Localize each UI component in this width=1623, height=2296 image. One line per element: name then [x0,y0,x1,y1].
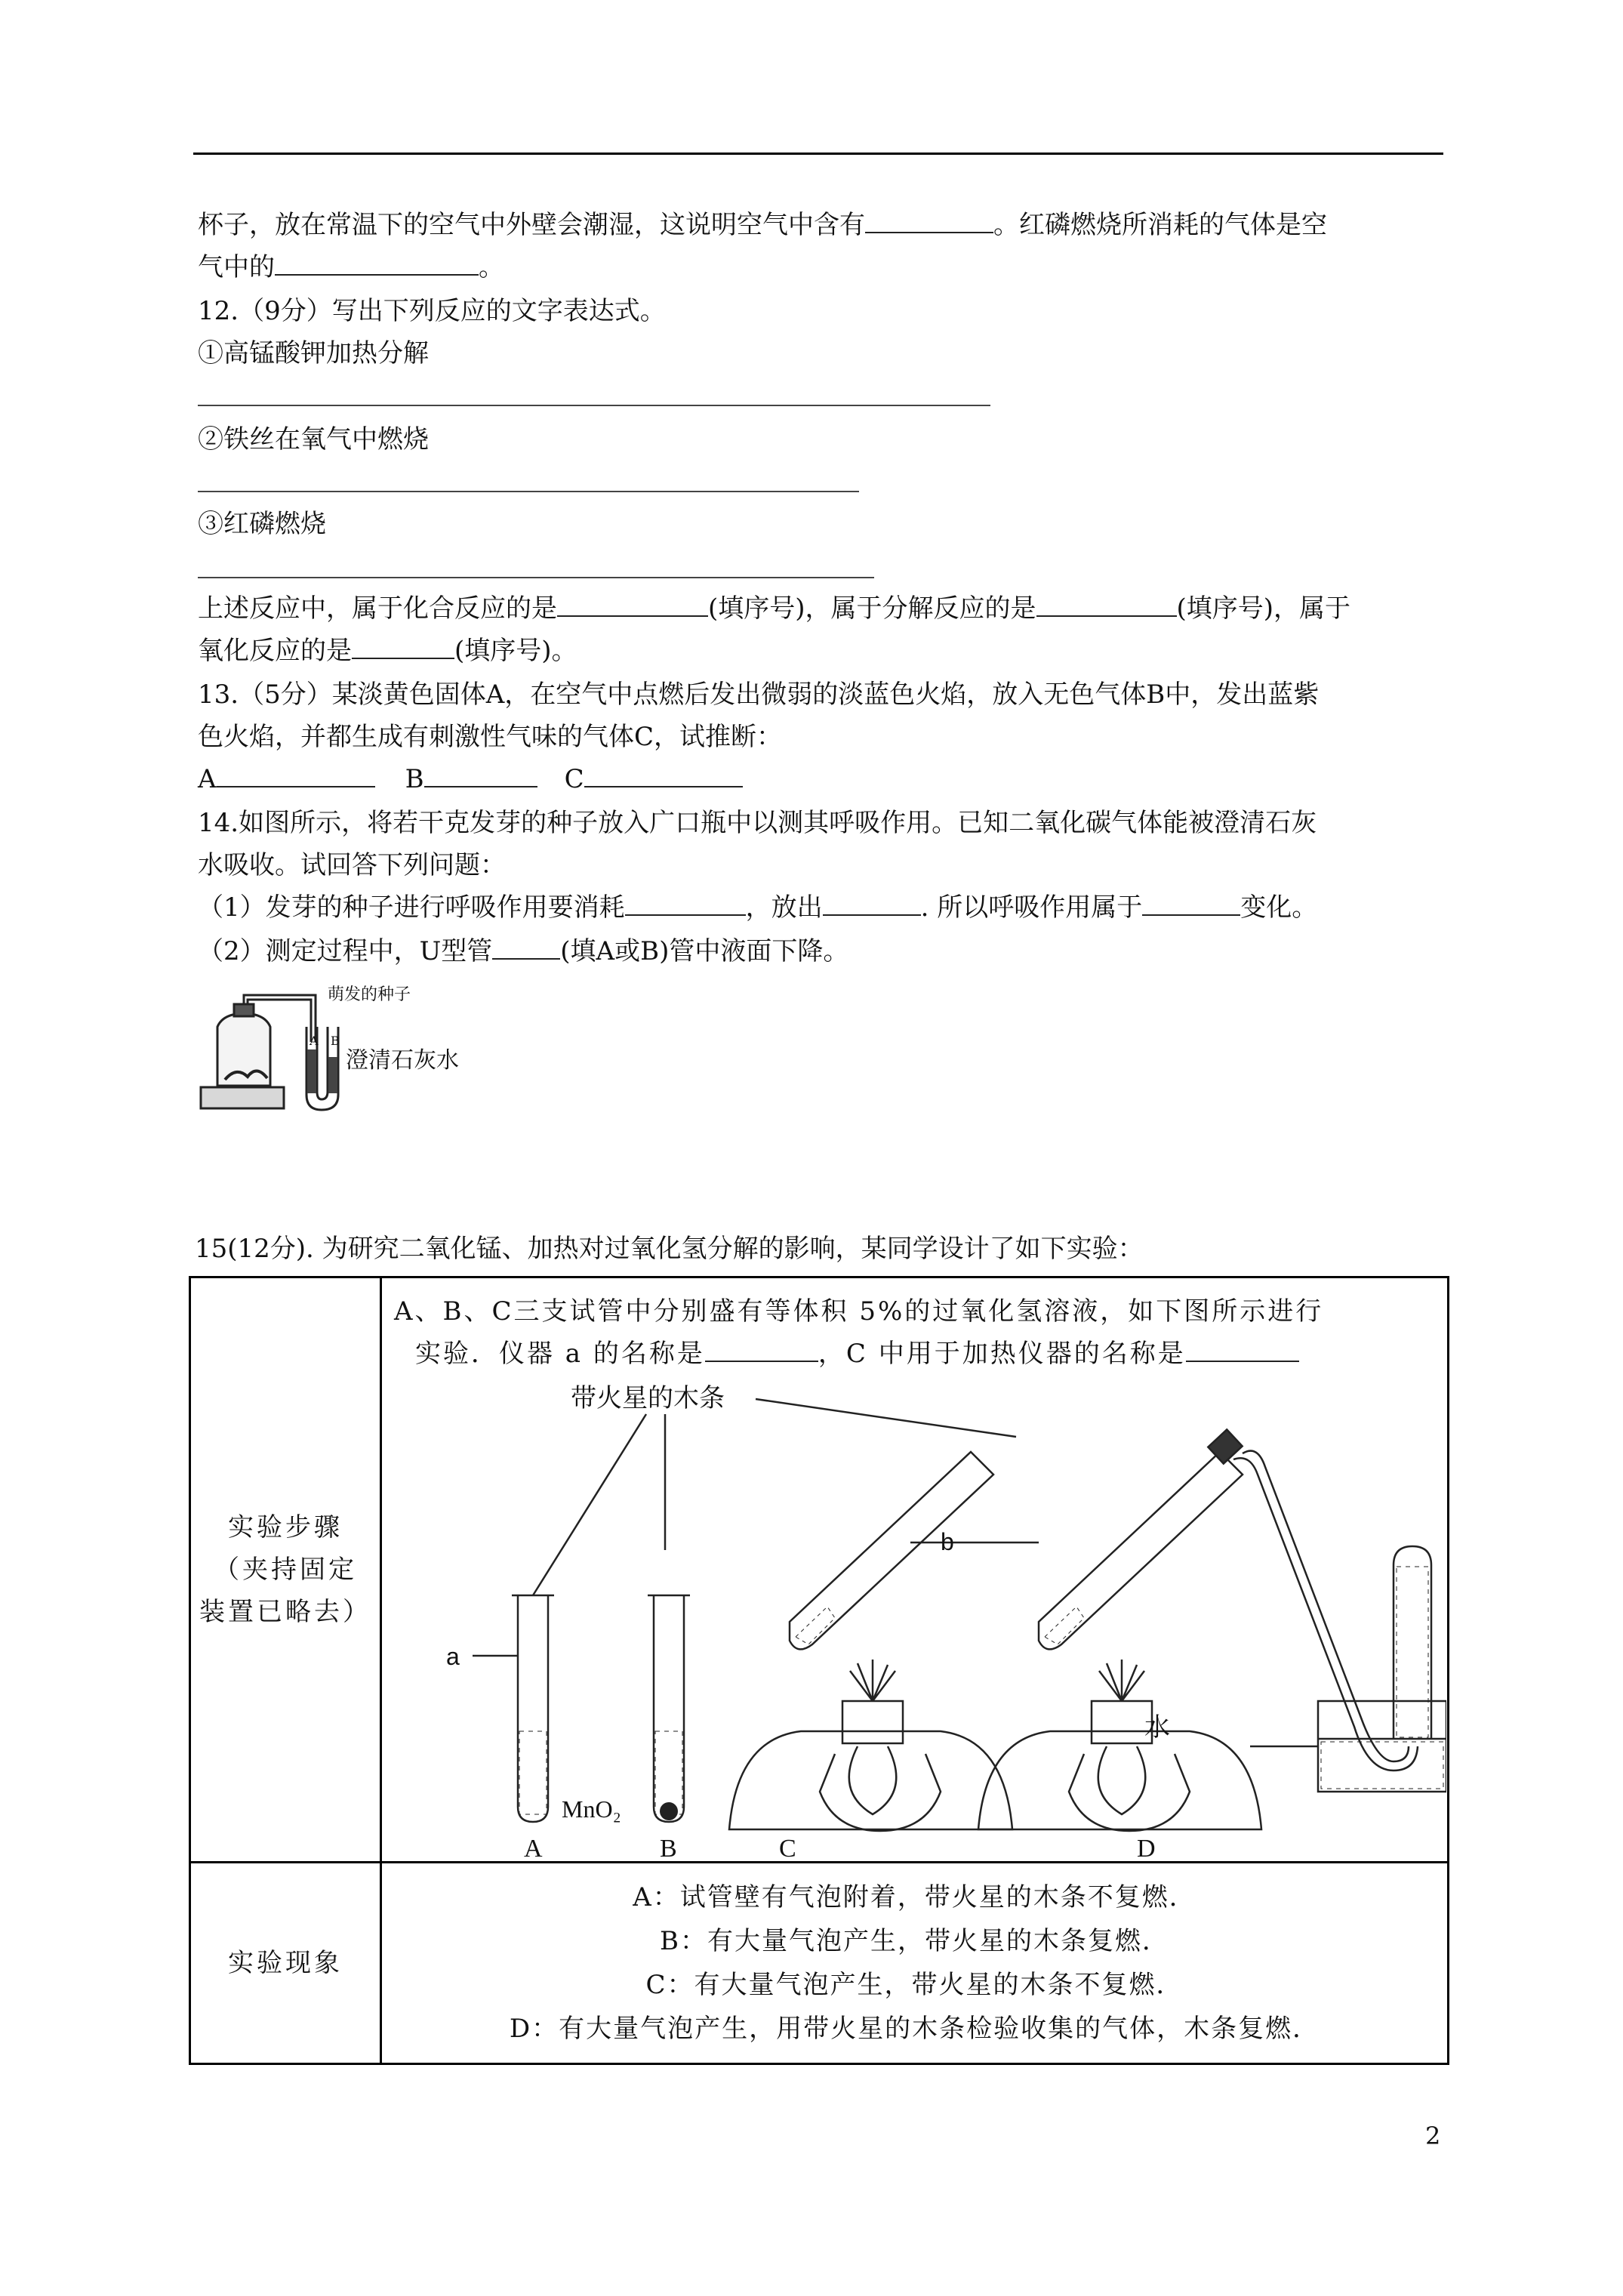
observation-d: D：有大量气泡产生，用带火星的木条检验收集的气体，木条复燃． [509,2014,1320,2044]
tube-label-c: C [779,1835,796,1860]
answer-line-3[interactable] [198,577,874,578]
blank[interactable] [823,892,921,916]
q12-item1: ①高锰酸钾加热分解 [198,338,429,368]
answer-line-2[interactable] [198,491,859,492]
q12-summary-line1: 上述反应中，属于化合反应的是 (填序号)，属于分解反应的是 (填序号)，属于 [198,593,1351,624]
h2o2-experiment-figure [382,1369,1446,1860]
label-instrument-b: b [941,1528,954,1555]
steps-content-cell [381,1277,1449,1863]
blank[interactable] [625,892,746,916]
tube-label-a: A [524,1835,543,1860]
observation-c: C：有大量气泡产生，带火星的木条不复燃． [645,1970,1184,2000]
observation-a: A：试管壁有气泡附着，带火星的木条不复燃． [633,1882,1196,1912]
q14-line2: 水吸收。试回答下列问题： [198,850,506,880]
tube-label-d: D [1137,1835,1156,1860]
label-seeds: 萌发的种子 [328,985,411,1004]
q14-part1: （1）发芽的种子进行呼吸作用要消耗 ，放出 . 所以呼吸作用属于 变化。 [198,892,1318,923]
blank[interactable] [424,763,537,787]
experiment-table [189,1276,1449,2065]
steps-header-cell: 实验步骤 （夹持固定 装置已略去） [190,1277,381,1863]
q12-item3: ③红磷燃烧 [198,509,326,539]
q13-answers: A B C [198,763,743,796]
q14-part2: （2）测定过程中，U型管 (填A或B)管中液面下降。 [198,936,849,966]
blank[interactable] [1036,593,1177,617]
blank[interactable] [275,251,479,276]
observations-header-cell: 实验现象 [190,1863,381,2064]
steps-text: A、B、C三支试管中分别盛有等体积 5%的过氧化氢溶液，如下图所示进行 实验．仪器 a 的名称是 ，C 中用于加热仪器的名称是 [394,1296,1324,1369]
answer-line-1[interactable] [198,405,990,406]
respiration-apparatus-figure [195,982,542,1117]
header-rule [193,153,1443,155]
label-instrument-a: a [446,1643,460,1670]
page-number: 2 [1425,2122,1441,2150]
label-mno2: MnO₂ [562,1795,621,1823]
q11-line1: 杯子，放在常温下的空气中外壁会潮湿，这说明空气中含有 。红磷燃烧所消耗的气体是空 [198,210,1327,240]
label-limewater: 澄清石灰水 [346,1047,459,1074]
tube-label-b: B [660,1835,677,1860]
blank[interactable] [557,593,708,617]
q13-line1: 13.（5分）某淡黄色固体A，在空气中点燃后发出微弱的淡蓝色火焰，放入无色气体B中，发出蓝紫 [198,680,1320,710]
blank[interactable] [1142,892,1240,916]
q12-summary-line2: 氧化反应的是 (填序号)。 [198,636,577,666]
label-water: 水 [1144,1712,1170,1743]
q12-title: 12.（9分）写出下列反应的文字表达式。 [198,296,666,326]
blank[interactable] [352,635,454,659]
q13-line2: 色火焰，并都生成有刺激性气味的气体C，试推断： [198,722,783,752]
label-tube-a: A [310,1034,319,1048]
q14-line1: 14.如图所示，将若干克发芽的种子放入广口瓶中以测其呼吸作用。已知二氧化碳气体能被澄清石灰 [198,808,1317,838]
label-tube-b: B [331,1034,340,1048]
blank[interactable] [1186,1338,1299,1362]
q11-line2: 气中的 。 [198,252,504,282]
q12-item2: ②铁丝在氧气中燃烧 [198,424,429,455]
blank[interactable] [217,763,375,787]
observation-b: B：有大量气泡产生，带火星的木条复燃． [660,1926,1169,1956]
q15-title: 15(12分). 为研究二氧化锰、加热对过氧化氢分解的影响，某同学设计了如下实验： [195,1234,1144,1264]
blank[interactable] [705,1338,818,1362]
blank[interactable] [492,935,560,960]
observations-cell [381,1863,1449,2064]
blank[interactable] [865,209,993,233]
blank[interactable] [584,763,743,787]
label-glowing-splint: 带火星的木条 [571,1384,725,1413]
